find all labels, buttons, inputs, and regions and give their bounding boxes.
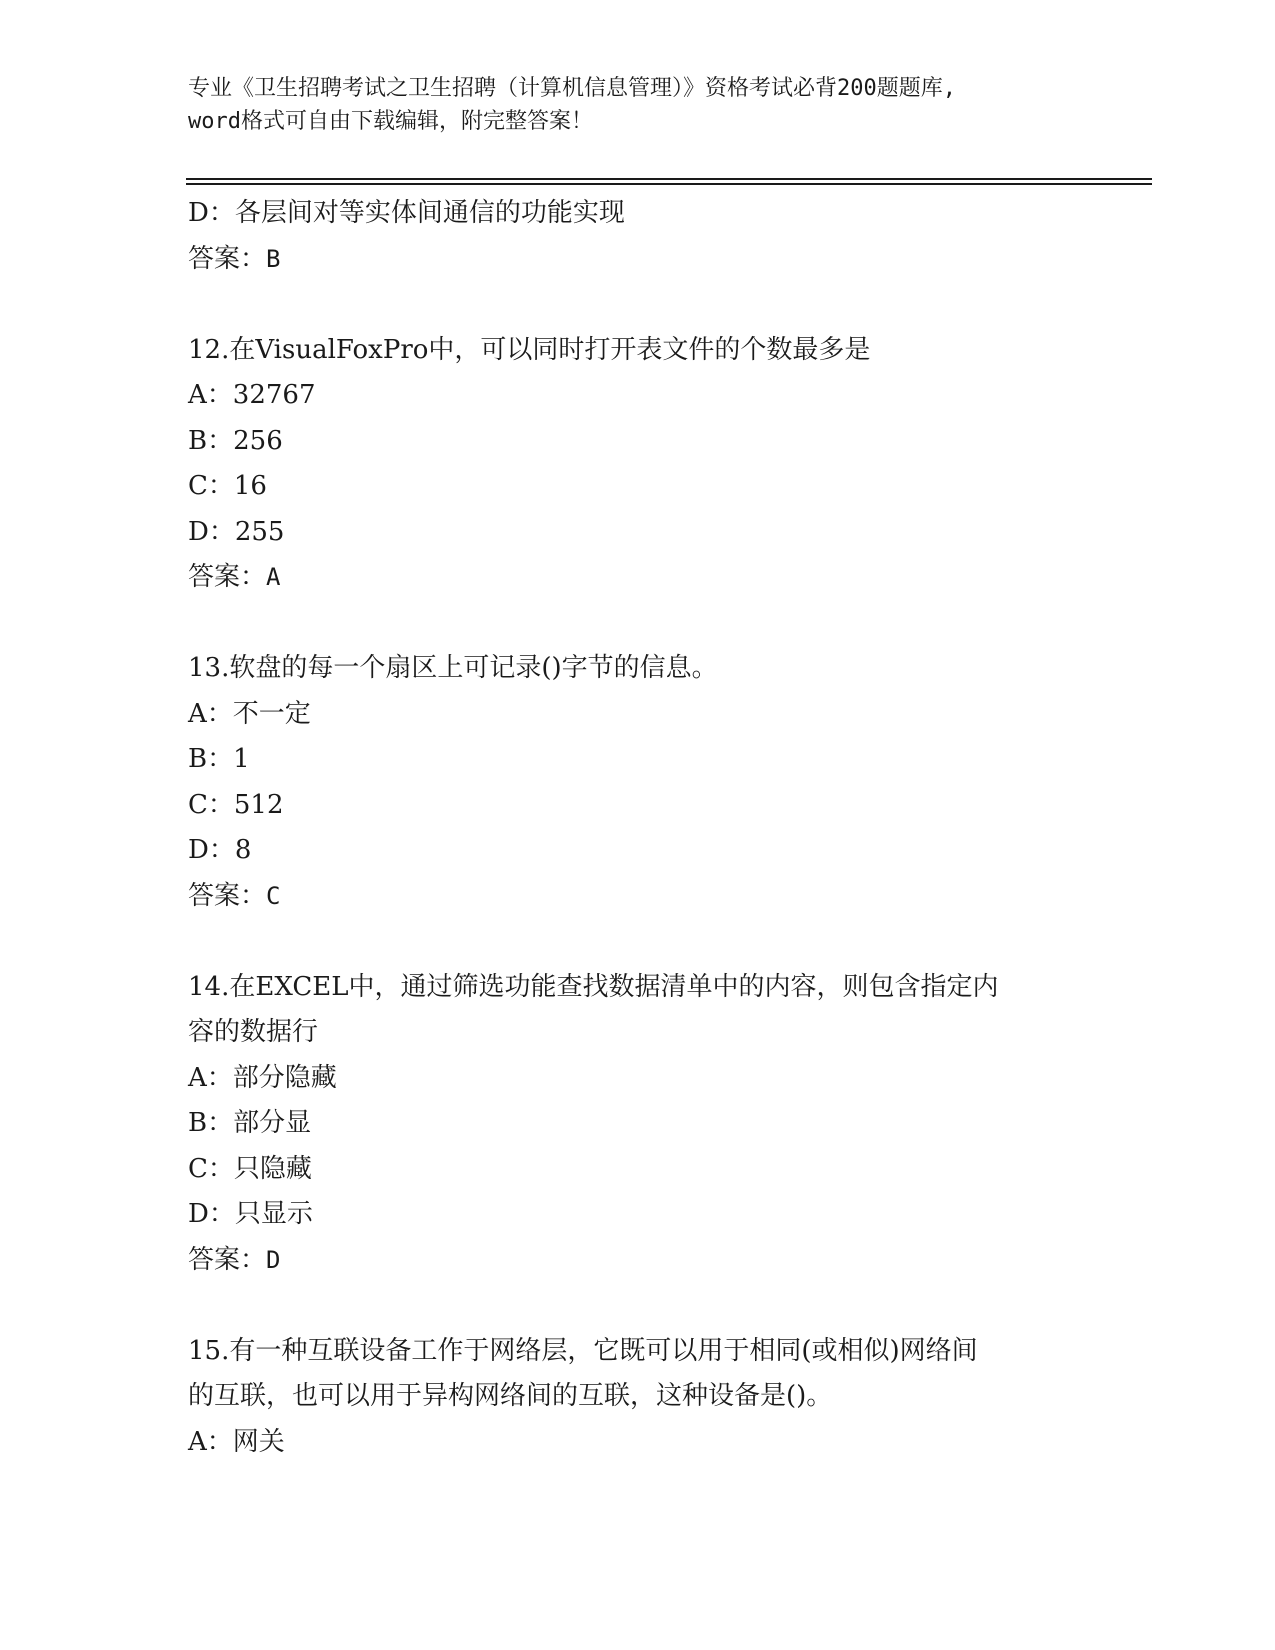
answer-line: [188, 555, 1088, 601]
question-spacer: [188, 1283, 1088, 1329]
answer-value: C: [266, 881, 281, 910]
question-13: [188, 646, 1088, 919]
question-11-fragment: [188, 191, 1088, 282]
header-divider-top: [186, 178, 1152, 180]
option-a: A：32767: [188, 380, 316, 410]
answer-value: D: [266, 1245, 281, 1274]
answer-label: 答案：: [188, 880, 267, 911]
question-list: [188, 191, 1088, 1465]
option-d: D：8: [188, 835, 252, 865]
answer-line: [188, 237, 1088, 283]
answer-label: 答案：: [188, 243, 267, 274]
option-c: C：512: [188, 789, 284, 820]
question-12: [188, 328, 1088, 601]
option-b: B：256: [188, 425, 283, 456]
option-b: B：部分显: [188, 1108, 312, 1138]
question-15: [188, 1329, 1088, 1466]
header-title-line-1: 专业《卫生招聘考试之卫生招聘（计算机信息管理）》资格考试必背200题题库,: [188, 76, 956, 101]
answer-value: B: [266, 244, 281, 273]
header-divider-bottom: [186, 183, 1152, 185]
question-spacer: [188, 919, 1088, 965]
answer-line: [188, 1238, 1088, 1284]
option-a: A：网关: [188, 1426, 285, 1457]
question-stem-line-1: 14.在EXCEL中，通过筛选功能查找数据清单中的内容，则包含指定内: [188, 971, 999, 1002]
question-spacer: [188, 601, 1088, 647]
option-d: D：各层间对等实体间通信的功能实现: [188, 198, 625, 228]
question-stem-line-2: 容的数据行: [188, 1017, 319, 1047]
question-14: [188, 965, 1088, 1284]
answer-line: [188, 874, 1088, 920]
option-c: C：只隐藏: [188, 1153, 312, 1184]
answer-label: 答案：: [188, 1244, 267, 1275]
answer-value: A: [266, 563, 281, 591]
option-d: D：255: [188, 516, 285, 547]
option-d: D：只显示: [188, 1199, 313, 1229]
question-stem: 13.软盘的每一个扇区上可记录()字节的信息。: [188, 653, 718, 683]
question-stem-line-2: 的互联，也可以用于异构网络间的互联，这种设备是()。: [188, 1381, 833, 1411]
option-b: B：1: [188, 744, 250, 774]
answer-label: 答案：: [188, 562, 267, 592]
header-title-line-2: word格式可自由下载编辑，附完整答案！: [188, 109, 593, 134]
option-c: C：16: [188, 471, 267, 501]
option-a: A：不一定: [188, 698, 311, 729]
question-spacer: [188, 282, 1088, 328]
question-stem-line-1: 15.有一种互联设备工作于网络层，它既可以用于相同(或相似)网络间: [188, 1335, 978, 1366]
question-stem: 12.在VisualFoxPro中，可以同时打开表文件的个数最多是: [188, 334, 871, 365]
option-a: A：部分隐藏: [188, 1062, 337, 1093]
document-header: [188, 72, 1088, 138]
